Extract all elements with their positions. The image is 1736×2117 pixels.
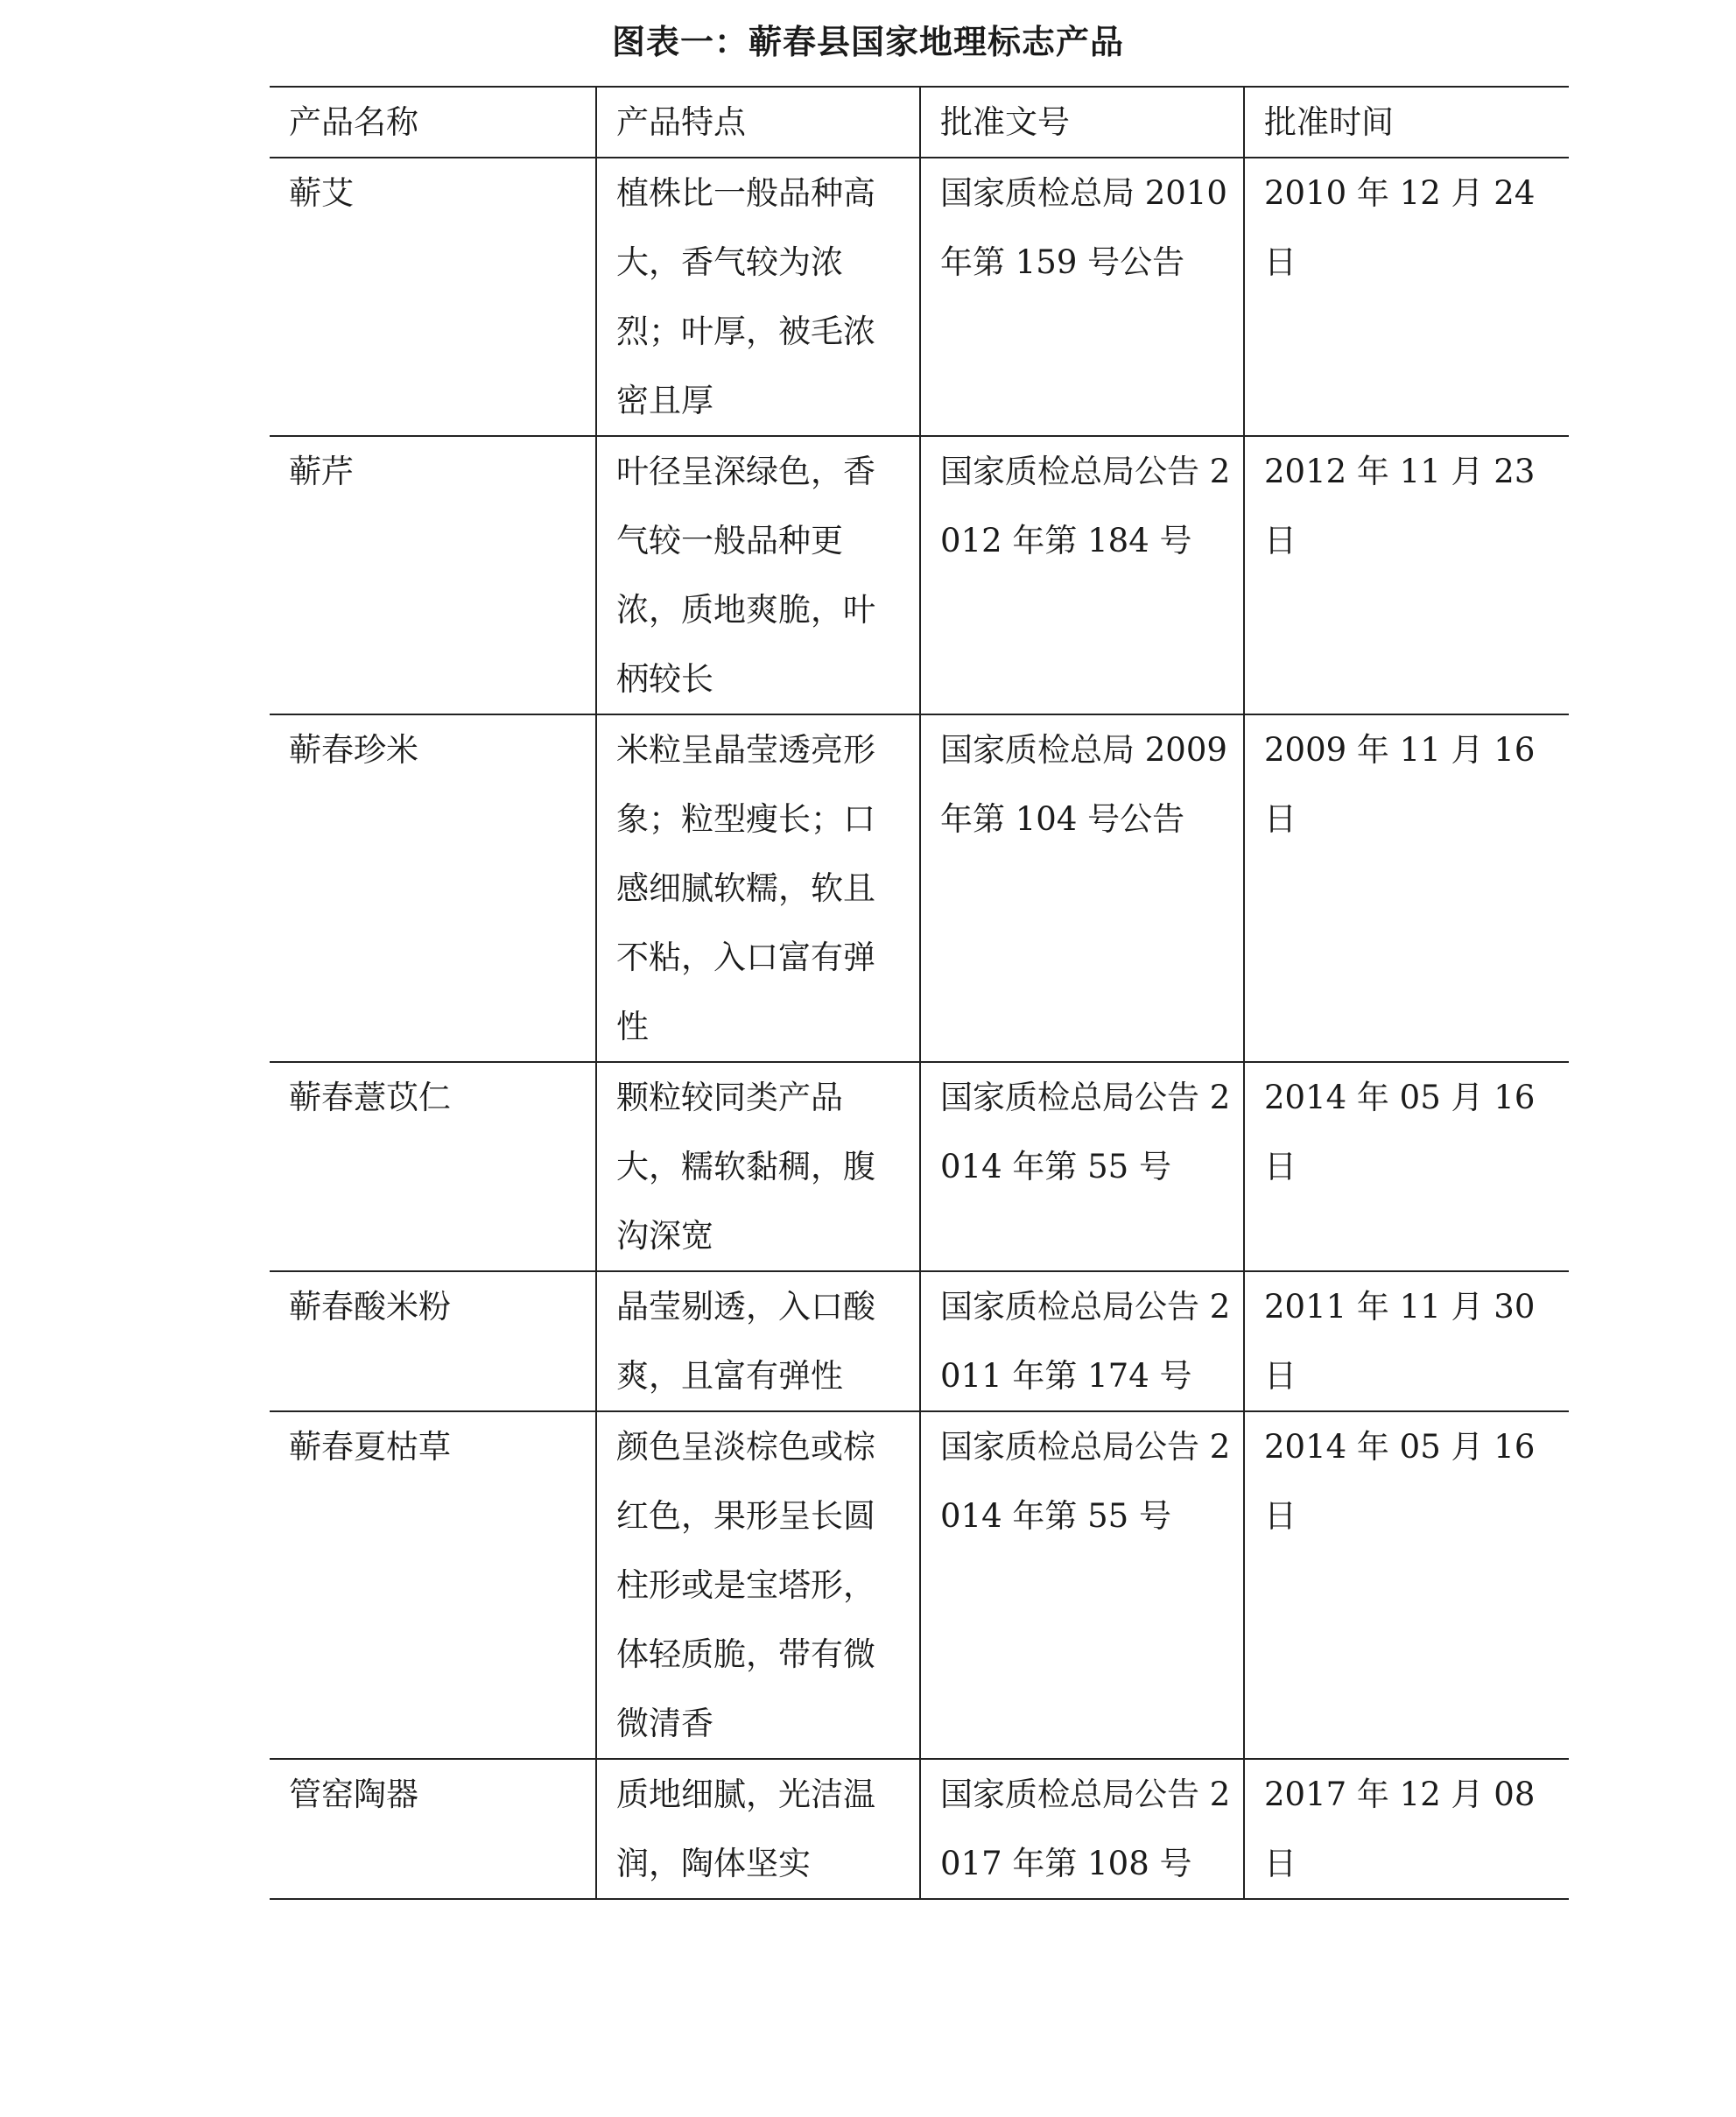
cell-approval-date: 2011 年 11 月 30 日 [1244,1271,1569,1411]
cell-product-features: 质地细腻，光洁温润，陶体坚实 [596,1759,920,1899]
header-product-features: 产品特点 [596,87,920,158]
cell-approval-number: 国家质检总局 2010 年第 159 号公告 [920,158,1244,436]
cell-approval-number: 国家质检总局公告 2017 年第 108 号 [920,1759,1244,1899]
table-row [270,714,1569,1062]
cell-product-name: 蕲春夏枯草 [270,1411,596,1759]
header-approval-date: 批准时间 [1244,87,1569,158]
cell-product-features: 植株比一般品种高大，香气较为浓烈；叶厚，被毛浓密且厚 [596,158,920,436]
table-row [270,158,1569,436]
table-row [270,1062,1569,1271]
cell-product-features: 晶莹剔透，入口酸爽，且富有弹性 [596,1271,920,1411]
cell-product-name: 管窑陶器 [270,1759,596,1899]
cell-product-features: 颗粒较同类产品大，糯软黏稠，腹沟深宽 [596,1062,920,1271]
cell-product-name: 蕲春薏苡仁 [270,1062,596,1271]
cell-product-features: 米粒呈晶莹透亮形象；粒型瘦长；口感细腻软糯，软且不粘，入口富有弹性 [596,714,920,1062]
cell-approval-date: 2014 年 05 月 16 日 [1244,1411,1569,1759]
table-row [270,1411,1569,1759]
cell-product-features: 颜色呈淡棕色或棕红色，果形呈长圆柱形或是宝塔形，体轻质脆，带有微微清香 [596,1411,920,1759]
cell-product-name: 蕲春酸米粉 [270,1271,596,1411]
cell-approval-number: 国家质检总局公告 2014 年第 55 号 [920,1411,1244,1759]
cell-product-features: 叶径呈深绿色，香气较一般品种更浓，质地爽脆，叶柄较长 [596,436,920,714]
page-title: 图表一：蕲春县国家地理标志产品 [611,23,1124,61]
cell-approval-date: 2010 年 12 月 24 日 [1244,158,1569,436]
header-approval-number: 批准文号 [920,87,1244,158]
table-row [270,1759,1569,1899]
cell-approval-number: 国家质检总局 2009 年第 104 号公告 [920,714,1244,1062]
cell-product-name: 蕲春珍米 [270,714,596,1062]
geo-products-table [270,86,1569,1900]
cell-product-name: 蕲艾 [270,158,596,436]
cell-product-name: 蕲芹 [270,436,596,714]
cell-approval-number: 国家质检总局公告 2012 年第 184 号 [920,436,1244,714]
table-row [270,436,1569,714]
cell-approval-date: 2014 年 05 月 16 日 [1244,1062,1569,1271]
table-header-row [270,87,1569,158]
cell-approval-date: 2012 年 11 月 23 日 [1244,436,1569,714]
header-product-name: 产品名称 [270,87,596,158]
cell-approval-number: 国家质检总局公告 2014 年第 55 号 [920,1062,1244,1271]
cell-approval-date: 2017 年 12 月 08 日 [1244,1759,1569,1899]
cell-approval-date: 2009 年 11 月 16 日 [1244,714,1569,1062]
table-row [270,1271,1569,1411]
cell-approval-number: 国家质检总局公告 2011 年第 174 号 [920,1271,1244,1411]
